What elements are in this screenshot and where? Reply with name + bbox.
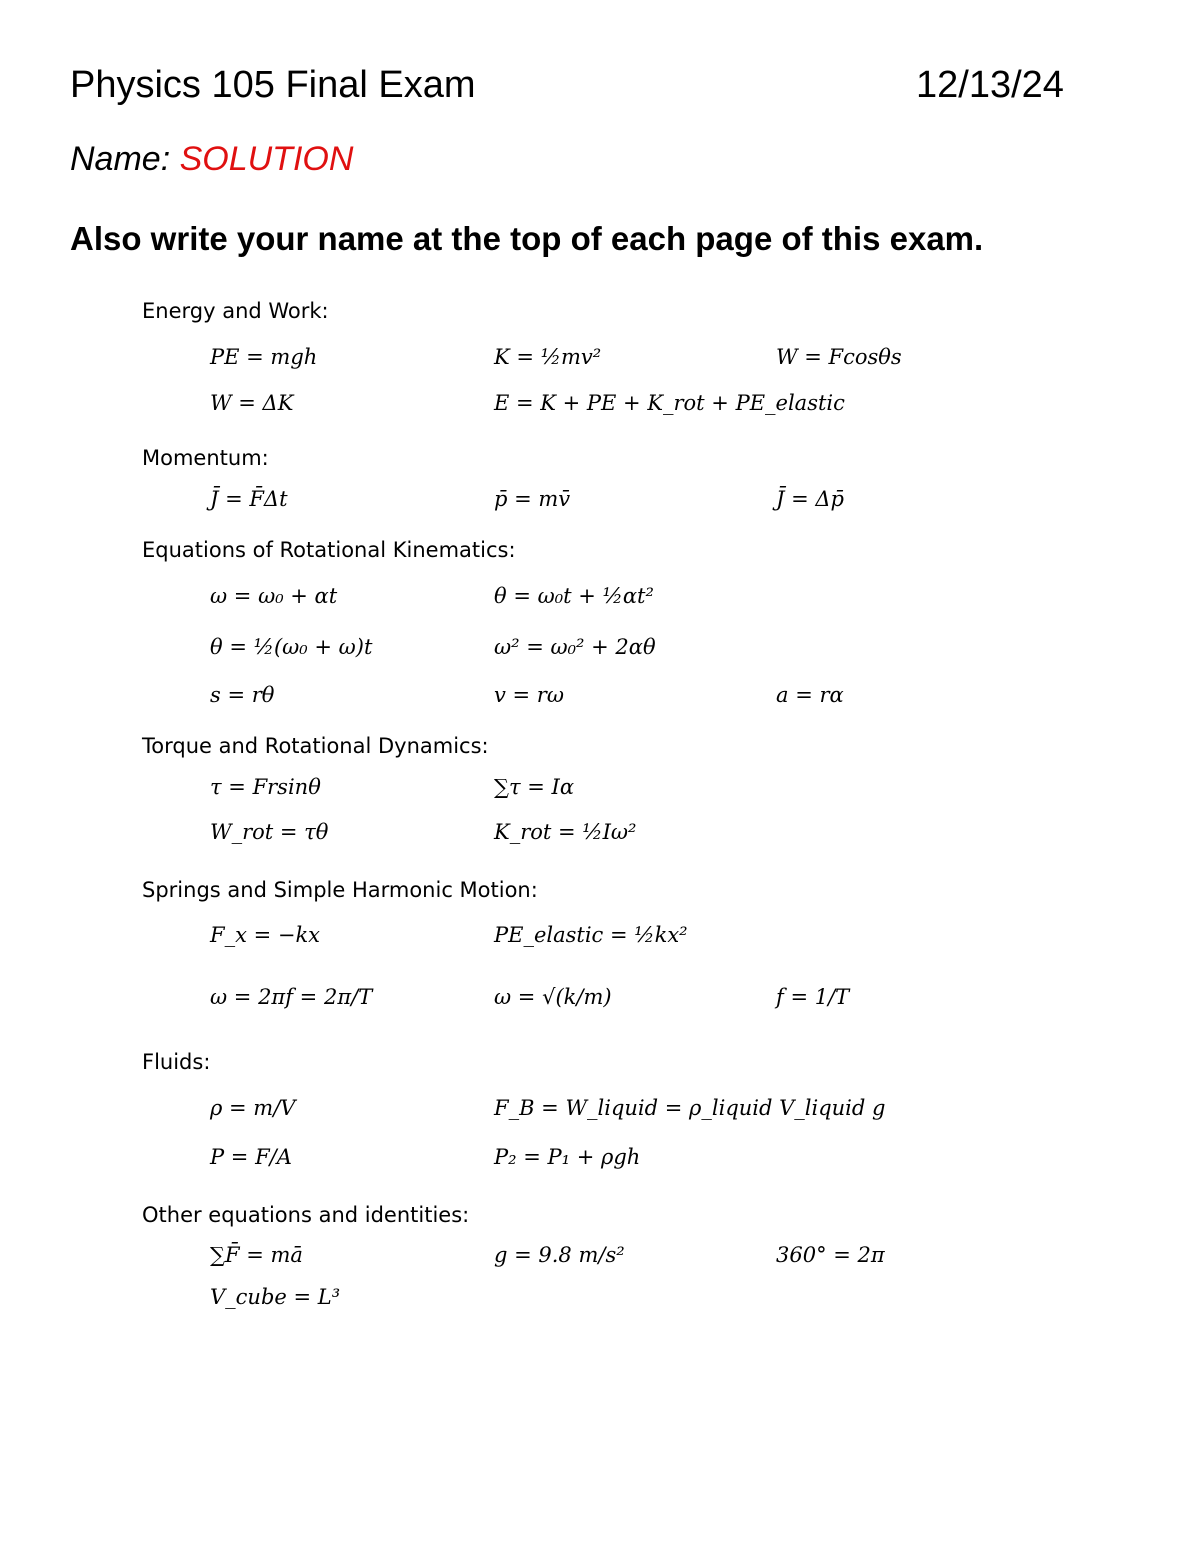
equation: θ = ω₀t + ½αt² [494,584,654,608]
exam-date: 12/13/24 [916,64,1064,106]
equation: F_x = −kx [210,923,321,947]
section-heading-other: Other equations and identities: [142,1203,470,1227]
equation: 360° = 2π [776,1243,885,1267]
equation: W = ΔK [210,391,294,415]
equation: g = 9.8 m/s² [494,1243,625,1267]
equation: P = F/A [210,1145,292,1169]
equation: τ = Frsinθ [210,775,321,799]
equation: ω² = ω₀² + 2αθ [494,635,656,659]
equation: V_cube = L³ [210,1285,341,1309]
equation: PE = mgh [210,345,318,369]
equation: v = rω [494,683,564,707]
name-label: Name: [70,140,171,178]
name-value: SOLUTION [179,140,354,178]
equation: K = ½mv² [494,345,602,369]
equation: f = 1/T [776,985,850,1009]
equation: ∑F̄ = mā [210,1243,303,1267]
equation: P₂ = P₁ + ρgh [494,1145,641,1169]
equation: ω = √(k/m) [494,985,612,1009]
equation: θ = ½(ω₀ + ω)t [210,635,373,659]
equation: ω = ω₀ + αt [210,584,338,608]
section-heading-springs: Springs and Simple Harmonic Motion: [142,878,538,902]
equation: K_rot = ½Iω² [494,820,637,844]
equation: W = Fcosθs [776,345,902,369]
equation: s = rθ [210,683,275,707]
name-row [70,138,353,180]
equation: p̄ = mv̄ [494,487,571,511]
equation: ∑τ = Iα [494,775,575,799]
equation: J̄ = Δp̄ [776,487,844,511]
equation: W_rot = τθ [210,820,329,844]
section-heading-energy: Energy and Work: [142,299,329,323]
equation: J̄ = F̄Δt [210,487,288,511]
equation: E = K + PE + K_rot + PE_elastic [494,391,845,415]
exam-title: Physics 105 Final Exam [70,64,476,106]
section-heading-torque: Torque and Rotational Dynamics: [142,734,489,758]
equation: a = rα [776,683,844,707]
equation: F_B = W_liquid = ρ_liquid V_liquid g [494,1096,886,1120]
equation: PE_elastic = ½kx² [494,923,688,947]
instruction-text: Also write your name at the top of each page of this exam. [70,220,984,257]
section-heading-fluids: Fluids: [142,1050,211,1074]
section-heading-kinematics: Equations of Rotational Kinematics: [142,538,516,562]
section-heading-momentum: Momentum: [142,446,269,470]
equation: ρ = m/V [210,1096,296,1120]
equation: ω = 2πf = 2π/T [210,985,373,1009]
